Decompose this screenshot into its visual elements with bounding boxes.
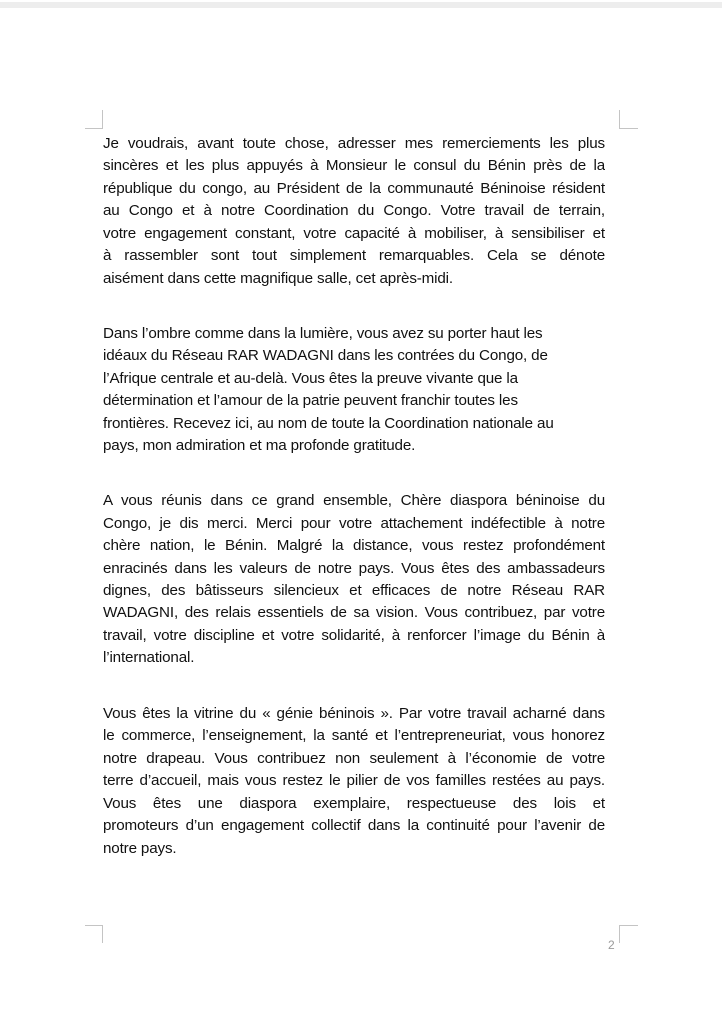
- text-line: sincères et les plus appuyés à Monsieur le consul du Bénin près de la: [103, 157, 605, 174]
- text-line: notre pays.: [103, 840, 177, 857]
- text-line: l’international.: [103, 649, 195, 666]
- corner-mark-bottom-left: [102, 925, 103, 943]
- text-line: dignes, des bâtisseurs silencieux et efficaces de notre Réseau RAR: [103, 582, 605, 599]
- text-line: promoteurs d’un engagement collectif dans la continuité pour l’avenir de: [103, 817, 605, 834]
- text-line: votre engagement constant, votre capacité à mobiliser, à sensibiliser et: [103, 225, 605, 242]
- text-line: l’Afrique centrale et au-delà. Vous êtes la preuve vivante que la: [103, 370, 518, 387]
- text-line: république du congo, au Président de la communauté Béninoise résident: [103, 180, 605, 197]
- text-line: aisément dans cette magnifique salle, cet après-midi.: [103, 270, 453, 287]
- corner-mark-bottom-right: [619, 925, 638, 926]
- corner-mark-bottom-right: [619, 925, 620, 943]
- text-line: WADAGNI, des relais essentiels de sa vision. Vous contribuez, par votre: [103, 604, 605, 621]
- corner-mark-top-left: [102, 110, 103, 129]
- text-line: Vous êtes la vitrine du « génie béninois ». Par votre travail acharné dans: [103, 705, 605, 722]
- corner-mark-top-left: [85, 128, 103, 129]
- text-line: A vous réunis dans ce grand ensemble, Chère diaspora béninoise du: [103, 492, 605, 509]
- corner-mark-top-right: [619, 110, 620, 129]
- text-line: enracinés dans les valeurs de notre pays. Vous êtes des ambassadeurs: [103, 560, 605, 577]
- corner-mark-bottom-left: [85, 925, 103, 926]
- text-line: au Congo et à notre Coordination du Congo. Votre travail de terrain,: [103, 202, 605, 219]
- text-line: chère nation, le Bénin. Malgré la distance, vous restez profondément: [103, 537, 605, 554]
- text-line: Je voudrais, avant toute chose, adresser mes remerciements les plus: [103, 135, 605, 152]
- page-number: 2: [608, 938, 615, 952]
- text-line: à rassembler sont tout simplement remarquables. Cela se dénote: [103, 247, 605, 264]
- corner-mark-top-right: [619, 128, 638, 129]
- text-line: travail, votre discipline et votre solidarité, à renforcer l’image du Bénin à: [103, 627, 605, 644]
- text-line: détermination et l’amour de la patrie peuvent franchir toutes les: [103, 392, 518, 409]
- text-line: pays, mon admiration et ma profonde gratitude.: [103, 437, 416, 454]
- text-line: idéaux du Réseau RAR WADAGNI dans les contrées du Congo, de: [103, 347, 548, 364]
- text-line: le commerce, l’enseignement, la santé et l’entrepreneuriat, vous honorez: [103, 727, 605, 744]
- text-line: notre drapeau. Vous contribuez non seulement à l’économie de votre: [103, 750, 605, 767]
- text-line: Dans l’ombre comme dans la lumière, vous avez su porter haut les: [103, 325, 543, 342]
- text-line: frontières. Recevez ici, au nom de toute la Coordination nationale au: [103, 415, 554, 432]
- text-line: terre d’accueil, mais vous restez le pilier de vos familles restées au pays.: [103, 772, 605, 789]
- text-line: Vous êtes une diaspora exemplaire, respectueuse des lois et: [103, 795, 605, 812]
- text-line: Congo, je dis merci. Merci pour votre attachement indéfectible à notre: [103, 515, 605, 532]
